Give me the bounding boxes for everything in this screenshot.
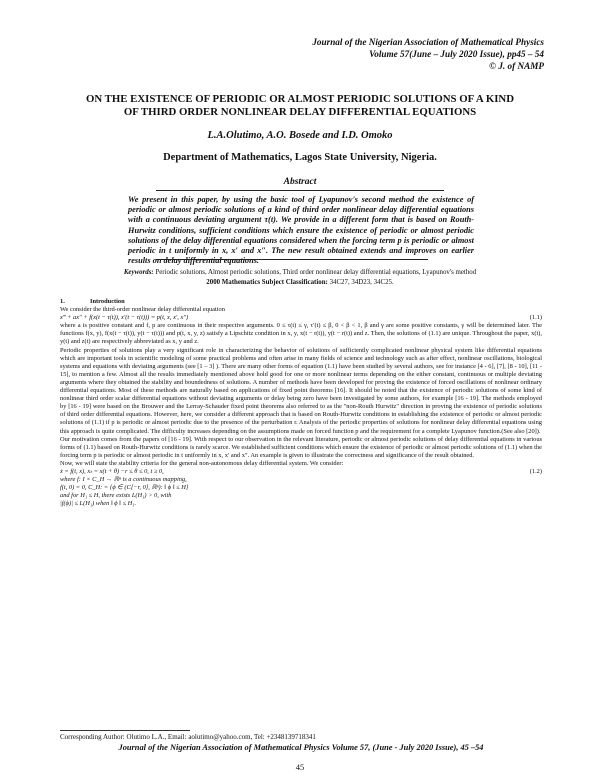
page-number: 45	[295, 762, 305, 772]
journal-copyright: © J. of NAMP	[489, 61, 544, 71]
section-title: Introduction	[90, 298, 125, 305]
condition-line-4: |f(ϕ)| ≤ L(H₁) when ‖ ϕ ‖ ≤ H₁.	[60, 500, 137, 508]
paragraph-4: Now, we will state the stability criteria for the general non-autonomous delay differential system. We consider:	[60, 459, 344, 467]
journal-volume: Volume 57(June – July 2020 Issue), pp45 – 54	[369, 49, 544, 59]
journal-name: Journal of the Nigerian Association of Mathematical Physics	[312, 37, 544, 47]
equation-1-1-number: (1.1)	[529, 314, 542, 322]
journal-header	[312, 36, 544, 72]
equation-1-1	[60, 314, 542, 322]
equation-1-2-text: ẋ = f(t, x), xₜ = x(t + θ) −r ≤ θ ≤ 0, t ≥ 0,	[60, 467, 164, 475]
paragraph-3: Our motivation comes from the papers of [16 - 19]. With respect to our observation in the relevant literature, periodic or almost periodic solutions of delay differential equations in various forms of (1.1) based on Routh-Hurwitz conditions is rarely scarce. We established sufficient conditions which ensure the existence of periodic or almost periodic solutions of (1.1) when the forcing term p is periodic or almost periodic in t uniformly in x, x′ and x″. An example is given to illustrate the correctness and significance of the result obtained.	[60, 435, 542, 459]
journal-footer: Journal of the Nigerian Association of Mathematical Physics Volume 57, (June - July 2020 Issue), 45 –54	[118, 743, 484, 752]
equation-1-2-number: (1.2)	[529, 467, 542, 475]
condition-line-1: where f: I × C_H → ℝⁿ is a continuous mapping,	[60, 476, 187, 484]
msc-codes: 34C27, 34D23, 34C25.	[329, 279, 394, 286]
keywords-label: Keywords:	[123, 269, 154, 276]
authors: L.A.Olutimo, A.O. Bosede and I.D. Omoko	[207, 130, 393, 141]
condition-line-3: and for H₁ ≤ H, there exists L(H₁) > 0, with	[60, 492, 172, 500]
title-line-2: OF THIRD ORDER NONLINEAR DELAY DIFFERENTIAL EQUATIONS	[123, 106, 477, 118]
equation-1-2	[60, 468, 542, 476]
section-number: 1.	[60, 298, 65, 305]
section-introduction	[60, 298, 542, 508]
paper-title	[60, 93, 540, 119]
paragraph-2: Periodic properties of solutions play a very significant role in characterizing the behavior of solutions of sufficiently complicated nonlinear physical system like differential equations which are important tools in scientific modeling of some practical problems and often arise in many fields of science and technology such as after effect, nonlinear oscillations, biological systems and equations with deviating arguments (see [1 – 3] ). There are many other forms of equation (1.1) have been studied by several authors, see for instance [4 - 6], [7], [8 - 10], [11 - 15], to mention a few. Almost all the results immediately mentioned above hold good for one or more nonlinear terms depending on the either constant, continuous or multiple deviating arguments where they obtained the stability and boundedness of solutions. A number of methods have been developed for proving the existence of forced oscillations of nonlinear ordinary differential equations. Most of these methods are naturally based on applications of fixed point theorems [16]. It should be noted that the existence of periodic solutions of some kind of nonlinear third order scalar differential equations without deviating arguments or delay being zero have been investigated by some authors, for example [16 - 19]. The methods employed by [16 - 19] were based on the Brouwer and the Lerray-Schauder fixed point theorems also referred to as the "non-Routh Hurwitz" direction in proving the existence of periodic solutions of third order differential equations. However, here, we consider a different approach that is based on Routh-Hurwitz conditions in establishing the existence of periodic or almost periodic solutions of (1.1) if p is periodic or almost periodic due to the presence of the perturbation r. Analysis of the periodic properties of solutions for nonlinear delay differential equations using this approach is quite complicated. The difficulty increases depending on the assumptions made on forced function p and the requirement for a complete Lyapunov function.(See also [20]).	[60, 346, 542, 435]
paragraph-1: where a is positive constant and f, p are continuous in their respective arguments. 0 ≤ τ(t) ≤ γ, τ′(t) ≤ β, 0 < β < 1, β and γ are some positive constants, γ will be determined later. The functions f(x, y), f(x(t − τ(t)), y(t − τ(t))) and p(t, x, y, z) satisfy a Lipschitz condition in x, y, x(t − r(t)), y(t − r(t)) and z. Then, the solutions of (1.1) are unique. Throughout the paper, x(t), y(t) and z(t) are respectively abbreviated as x, y and z.	[60, 322, 542, 346]
intro-sentence: We consider the third-order nonlinear delay differential equation	[60, 306, 225, 314]
abstract-text: We present in this paper, by using the basic tool of Lyapunov's second method the existence of periodic or almost periodic solutions of a kind of third order nonlinear delay differential equations with a continuous deviating argument τ(t). We provide in a different form that is based on Routh-Hurwitz conditions, sufficient conditions which ensure the existence of periodic or almost periodic solutions of the delay differential equations considered when the forcing term p is periodic or almost periodic in t uniformly in x, x′ and x″. The new result obtained extends and improves on earlier results on delay differential equations.	[128, 195, 474, 266]
affiliation: Department of Mathematics, Lagos State University, Nigeria.	[163, 152, 437, 163]
abstract-bottom-rule	[156, 259, 428, 260]
abstract-top-rule	[156, 190, 444, 191]
keywords-block	[60, 268, 540, 288]
equation-1-1-text: x‴ + ax″ + f(x(t − τ(t)), x′(t − τ(t))) = p(t, x, x′, x″)	[60, 314, 189, 322]
abstract-heading: Abstract	[283, 177, 317, 187]
condition-line-2: f(t, 0) = 0, C_H: = {ϕ ∈ (C[−r, 0], ℝⁿ): ‖ ϕ ‖ ≤ H}	[60, 484, 189, 492]
section-heading	[60, 298, 542, 306]
corresponding-author-footnote: Corresponding Author: Olutimo L.A., Email: aolutimo@yahoo.com, Tel: +2348139718341	[60, 733, 316, 741]
footnote-rule	[60, 730, 190, 731]
title-line-1: ON THE EXISTENCE OF PERIODIC OR ALMOST PERIODIC SOLUTIONS OF A KIND	[85, 93, 515, 105]
msc-label: 2000 Mathematics Subject Classification:	[206, 279, 328, 286]
keywords-text: Periodic solutions, Almost periodic solutions, Third order nonlinear delay differential equations, Lyapunov's method	[155, 269, 477, 276]
